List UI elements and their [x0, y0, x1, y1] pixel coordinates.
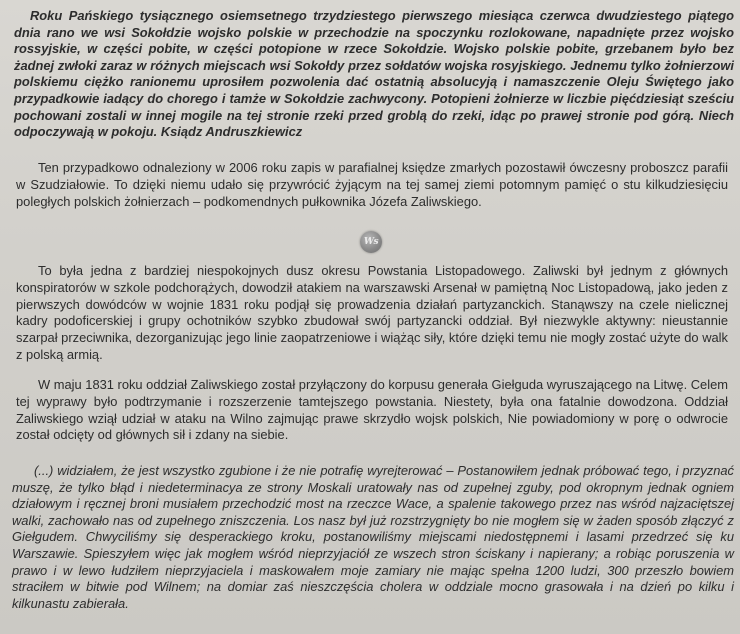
seal-mark-text: Ws — [363, 237, 379, 247]
seal-icon — [360, 231, 382, 253]
paragraph-discovery: Ten przypadkowo odnaleziony w 2006 roku zapis w parafialnej księdze zmarłych pozostawił ówczesny proboszcz parafii w Szudziałowie. To dzięki niemu udało się przywrócić żyjącym na tej samej ziemi potomnym pamięć o stu kilkudziesięciu poległych polskich żołnierzach – podkomendnych pułkownika Józefa Zaliwskiego. — [16, 160, 728, 209]
paragraph-zaliwski: To była jedna z bardziej niespokojnych dusz okresu Powstania Listopadowego. Zaliwski był jednym z głównych konspiratorów w szkole podchorążych, dowodził atakiem na warszawski Arsenał w pamiętną Noc Listopadową, jako jeden z pierwszych dowódców w wojnie 1831 roku podjął się prowadzenia działań partyzanckich. Stanąwszy na czele nielicznej kadry podoficerskiej i grupy ochotników szybko zbudował swój partyzancki oddział. Był niezwykle aktywny: nieustannie szarpał przeciwnika, dezorganizując jego linie zaopatrzeniowe i wiążąc siły, które dzięki temu nie mogły zostać użyte do walk z polską armią. — [16, 263, 728, 362]
parish-record-quote: Roku Pańskiego tysiącznego osiemsetnego trzydziestego pierwszego miesiąca czerwca dwudziestego piątego dnia rano we wsi Sokołdzie wojsko polskie w przechodzie na spoczynku rozlokowane, napadnięte przez wojsko rossyjskie, w części pobite, w części potopione w rzece Sokołdzie. Wojsko polskie pobite, grzebanem było bez żadnej zwłoki zaraz w różnych miejscach wsi Sokołdy przez sołdatów wojska rosyjskiego. Jednemu tylko żołnierzowi polskiemu ciężko ranionemu uprosiłem pozwolenia dać ostatnią absolucyją i namaszczenie Oleju Świętego jako przypadkowie iadący do chorego i tamże w Sokołdzie zachwycony. Potopieni żołnierze w liczbie pięćdziesiąt sześciu pochowani zostali w innej mogile na tej stronie rzeki przed groblą do rzeki, idąc po prawej stronie pod górą. Niech odpoczywają w pokoju. Ksiądz Andruszkiewicz — [14, 8, 734, 140]
paragraph-lithuania: W maju 1831 roku oddział Zaliwskiego został przyłączony do korpusu generała Giełguda wyruszającego na Litwę. Celem tej wyprawy było podtrzymanie i rozszerzenie tamtejszego powstania. Niestety, była ona fatalnie dowodzona. Oddział Zaliwskiego wziął udział w ataku na Wilno zajmując prawe skrzydło wojsk polskich, Nie powiadomiony w porę o odwrocie został odcięty od głównych sił i zdany na siebie. — [16, 377, 729, 443]
paragraph-memoir-quote: (...) widziałem, że jest wszystko zgubione i że nie potrafię wyrejterować – Postanowiłem jednak próbować tego, i przyznać muszę, że tylko błąd i niedeterminacya ze strony Moskali uratowały nas od zupełnej zguby, pod okropnym jednak ogniem działowym i ręcznej broni musiałem przechodzić most na rzeczce Wace, a spalenie takowego przez nas wśród najzaciętszej walki, zachowało nas od zupełnego zniszczenia. Los nasz był już rozstrzygnięty bo nie mogłem się w żaden sposób złączyć z Giełgudem. Chwyciliśmy się desperackiego kroku, postanowiliśmy miejscami niedostępnemi i lasami przedrzeć się ku Warszawie. Spieszyłem więc jak mogłem wśród nieprzyjaciół ze wszech stron ściskany i napierany; a robiąc poruszenia w prawo i w lewo łudziłem nieprzyjaciela i maskowałem moje zamiary nie mając spełna 1200 ludzi, 300 przeszło bowiem straciłem w bitwie pod Wilnem; na domiar zaś nieszczęścia cholera w oddziale mocno grasowała i na dzień po kilku i kilkunastu zabierała. — [12, 463, 734, 611]
